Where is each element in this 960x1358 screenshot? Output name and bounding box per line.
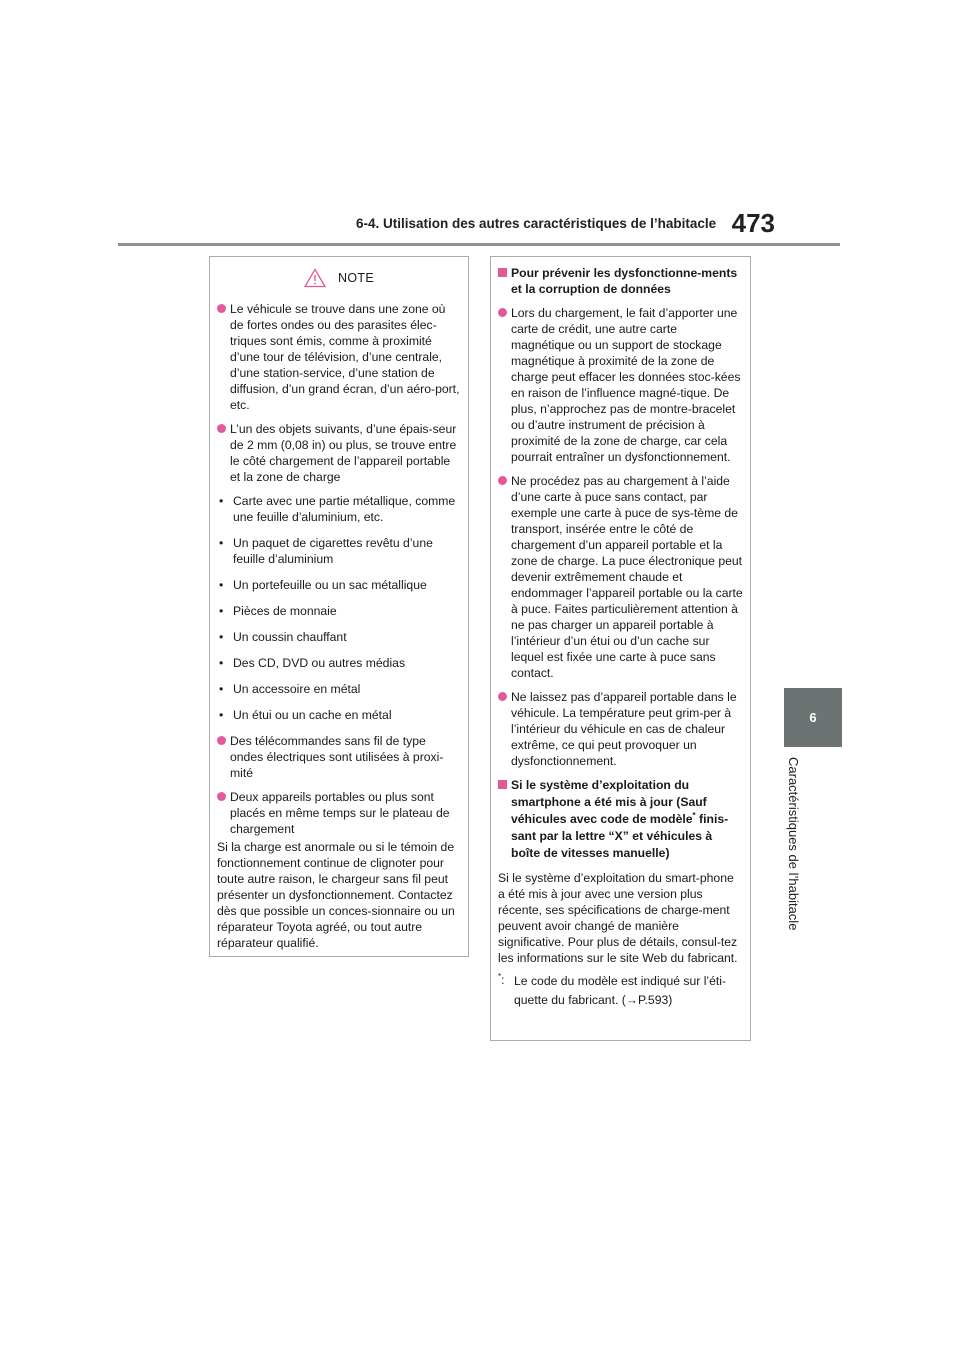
bullet-dot	[217, 304, 226, 313]
footnote-marker	[498, 972, 514, 1010]
info-paragraph: Si le système d’exploitation du smart-phone a été mis à jour avec une version plus récente, ses spécifications de charge-ment peuvent avoir changé de manière significative. Pour plus de détails, consul-tez les informations sur le site Web du fabricant.	[498, 871, 738, 965]
info-bullet	[498, 473, 743, 681]
bullet-dot	[498, 692, 507, 701]
note-bullet-text: L’un des objets suivants, d’une épais-seur de 2 mm (0,08 in) ou plus, se trouve entre le côté chargement de l’appareil portable et la zone de charge	[230, 422, 457, 484]
sub-item-text: Un étui ou un cache en métal	[233, 708, 392, 722]
footnote-reference[interactable]: *	[692, 810, 696, 820]
info-heading-text: Pour prévenir les dysfonctionne-ments et la corruption de données	[511, 266, 738, 296]
sub-item-text: Un portefeuille ou un sac métallique	[233, 578, 427, 592]
heading-part: finis-sant par la lettre “X” et véhicules à boîte de vitesses manuelle)	[511, 812, 729, 860]
bullet-dot	[217, 424, 226, 433]
sub-item-text: Un accessoire en métal	[233, 682, 361, 696]
note-box	[209, 256, 469, 957]
chapter-tab[interactable]	[784, 688, 842, 747]
sub-item-marker: •	[219, 682, 224, 696]
info-heading	[498, 265, 743, 297]
info-box	[490, 256, 751, 1041]
heading-part: Si le système d’exploitation du smartphone a été mis à jour (Sauf véhicules avec code de modèle	[511, 778, 707, 826]
sub-item-marker: •	[219, 604, 224, 618]
info-bullet-text: Lors du chargement, le fait d’apporter une carte de crédit, une autre carte magnétique ou un support de stockage magnétique à proximité de la zone de charge peut effacer les données stoc-kées en raison de l’influence magné-tique. De plus, n’approchez pas de montre-bracelet ou d’autre instrument de précision à proximité de la zone de charge, car cela pourrait entraîner un dysfonctionnement.	[511, 306, 741, 464]
sub-item	[217, 681, 461, 697]
note-header	[217, 267, 461, 289]
heading-square-marker	[498, 268, 507, 277]
footnote-asterisk: *	[498, 971, 502, 981]
info-heading-text	[511, 777, 743, 862]
chapter-caption: Caractéristiques de l’habitacle	[786, 757, 801, 931]
bullet-dot	[498, 308, 507, 317]
footnote	[498, 972, 743, 1010]
note-bullet-text: Le véhicule se trouve dans une zone où de fortes ondes ou des parasites élec-triques sont émis, comme à proximité d’une tour de télévision, d’une centrale, d’une station-service, d’une station de diffusion, d’un grand écran, d’un aéro-port, etc.	[230, 302, 460, 412]
sub-item	[217, 707, 461, 723]
sub-item-marker: •	[219, 578, 224, 592]
sub-item-marker: •	[219, 656, 224, 670]
sub-item-marker: •	[219, 536, 224, 550]
warning-triangle-icon	[304, 268, 326, 288]
note-closing-paragraph: Si la charge est anormale ou si le témoin de fonctionnement continue de clignoter pour toute autre raison, le chargeur sans fil peut présenter un dysfonctionnement. Contactez dès que possible un conces-sionnaire ou un réparateur Toyota agréé, ou tout autre réparateur qualifié.	[217, 840, 455, 950]
sub-item	[217, 577, 461, 593]
info-bullet-text: Ne laissez pas d’appareil portable dans le véhicule. La température peut grim-per à l’intérieur du véhicule en cas de chaleur extrême, ce qui peut provoquer un dysfonctionnement.	[511, 690, 737, 768]
section-title: 6-4. Utilisation des autres caractéristiques de l’habitacle	[356, 216, 717, 231]
note-bullet	[217, 421, 461, 485]
sub-item	[217, 535, 461, 567]
header-rule	[118, 243, 840, 246]
info-heading	[498, 777, 743, 862]
chapter-number: 6	[809, 710, 817, 725]
bullet-dot	[498, 476, 507, 485]
footnote-text[interactable]: Le code du modèle est indiqué sur l’éti-quette du fabricant. (→P.593)	[514, 974, 727, 1007]
note-bullet-text: Des télécommandes sans fil de type ondes électriques sont utilisées à proxi-mité	[230, 734, 444, 780]
sub-item	[217, 655, 461, 671]
sub-item	[217, 629, 461, 645]
note-label: NOTE	[338, 271, 374, 285]
sub-item-marker: •	[219, 708, 224, 722]
sub-item-marker: •	[219, 494, 224, 508]
note-bullet	[217, 789, 461, 837]
info-bullet-text: Ne procédez pas au chargement à l’aide d’une carte à puce sans contact, par exemple une carte à puce de sys-tème de transport, insérée entre le côté de chargement d’un appareil portable et la zone de charge. La puce électronique peut devenir extrêmement chaude et endommager l’appareil portable ou la carte à puce. Faites particulièrement attention à ne pas charger un appareil portable à l’intérieur d’un étui ou d’un cache sur lequel est fixée une carte à puce sans contact.	[511, 474, 743, 680]
sub-item-marker: •	[219, 630, 224, 644]
sub-item-text: Un paquet de cigarettes revêtu d’une feuille d’aluminium	[233, 536, 433, 566]
bullet-dot	[217, 736, 226, 745]
heading-square-marker	[498, 780, 507, 789]
info-bullet	[498, 689, 743, 769]
sub-item	[217, 493, 461, 525]
note-bullet	[217, 733, 461, 781]
sub-item-text: Pièces de monnaie	[233, 604, 337, 618]
sub-item	[217, 603, 461, 619]
bullet-dot	[217, 792, 226, 801]
sub-item-text: Un coussin chauffant	[233, 630, 347, 644]
note-bullet	[217, 301, 461, 413]
footnote-colon: :	[501, 973, 505, 987]
sub-item-text: Carte avec une partie métallique, comme une feuille d’aluminium, etc.	[233, 494, 456, 524]
sub-item-text: Des CD, DVD ou autres médias	[233, 656, 406, 670]
note-bullet-text: Deux appareils portables ou plus sont placés en même temps sur le plateau de chargement	[230, 790, 450, 836]
info-bullet	[498, 305, 743, 465]
page-number: 473	[731, 208, 775, 238]
